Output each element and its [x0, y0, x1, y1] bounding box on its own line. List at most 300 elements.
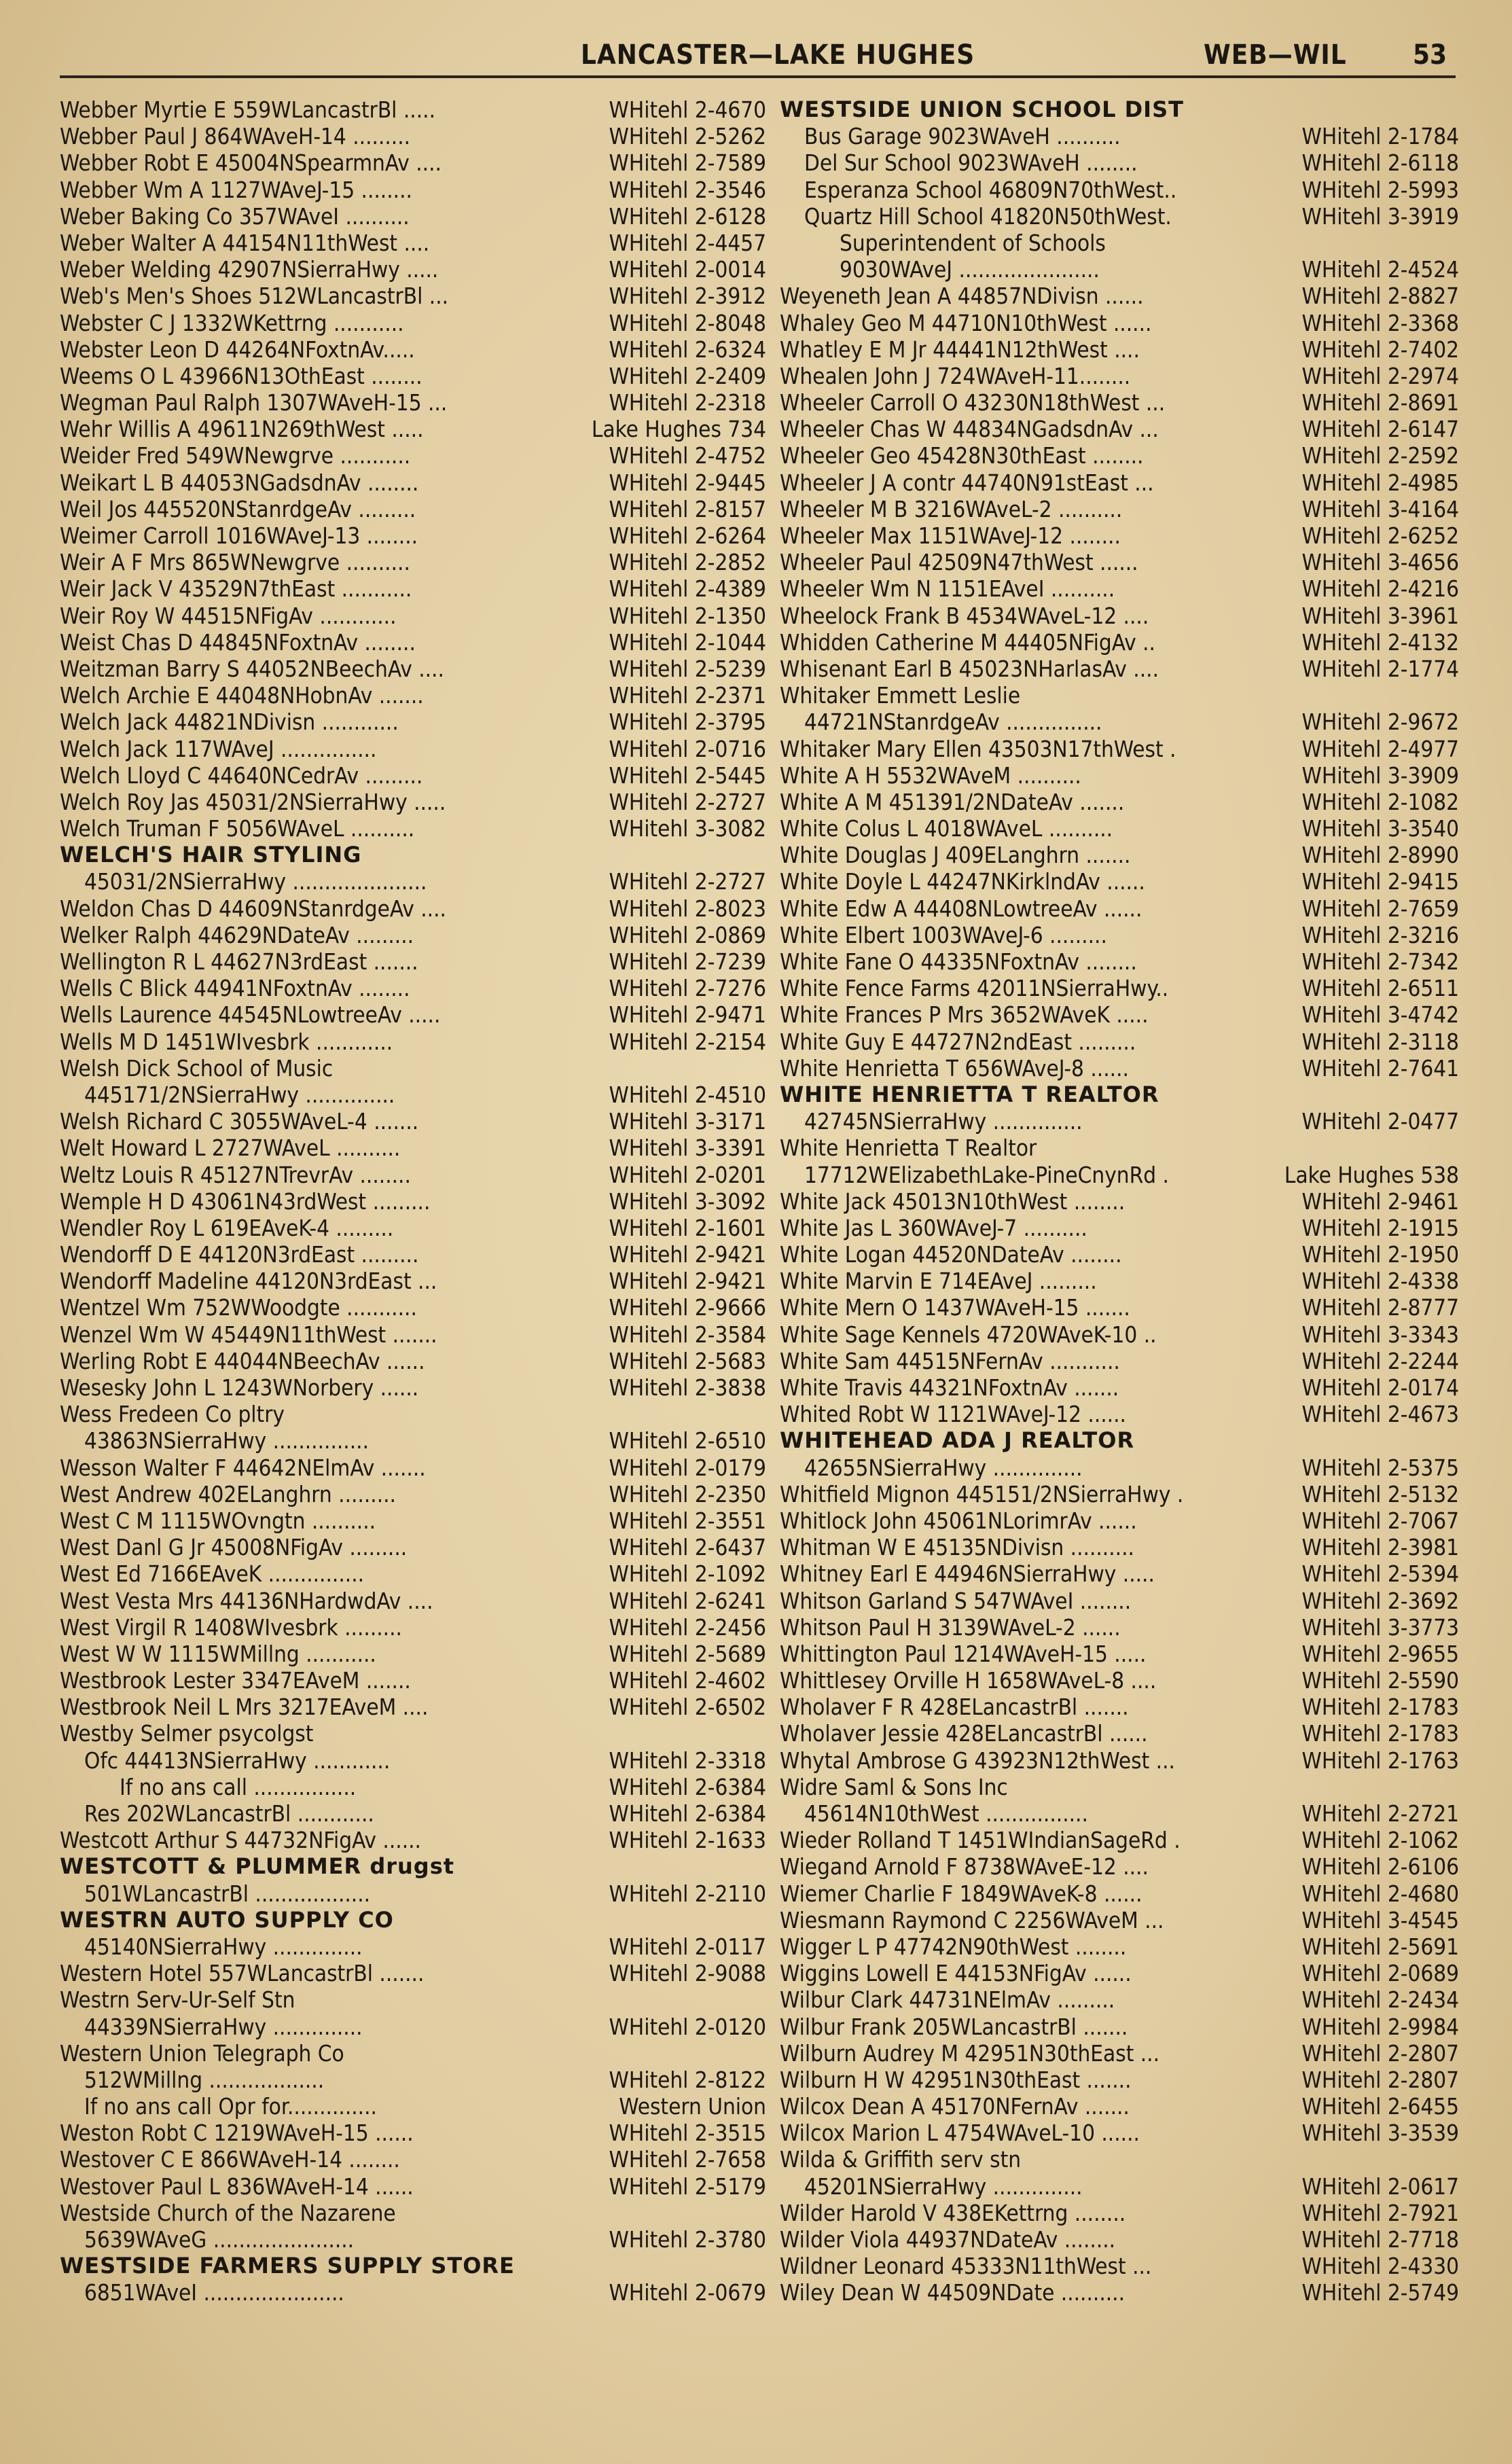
- listing-row: [780, 1667, 1459, 1694]
- listing-row: [780, 1162, 1459, 1188]
- listing-phone: WHitehl 2-8990: [1301, 842, 1459, 869]
- listing-phone: WHitehl 2-4510: [609, 1081, 766, 1108]
- listing-name: Western Hotel 557WLancastrBl .......: [60, 1960, 425, 1987]
- listing-name: Wendorff Madeline 44120N3rdEast ...: [60, 1268, 437, 1295]
- listing-phone: WHitehl 2-8827: [1301, 283, 1459, 310]
- listing-name: White Logan 44520NDateAv ........: [780, 1241, 1122, 1268]
- listing-phone: WHitehl 2-6510: [609, 1427, 766, 1454]
- listing-name: Wieder Rolland T 1451WIndianSageRd .: [780, 1827, 1181, 1854]
- listing-phone: WHitehl 2-3692: [1301, 1587, 1459, 1614]
- listing-name: White Doyle L 44247NKirklndAv ......: [780, 868, 1145, 895]
- listing-row: [60, 1747, 766, 1774]
- listing-name: Wigger L P 47742N90thWest ........: [780, 1933, 1127, 1960]
- listing-phone: WHitehl 2-5375: [1301, 1454, 1459, 1481]
- listing-row: [60, 2146, 766, 2173]
- listing-name: 9030WAveJ ......................: [840, 256, 1100, 283]
- listing-phone: WHitehl 2-9421: [609, 1268, 766, 1295]
- listing-row: [60, 1082, 766, 1108]
- listing-row: [60, 96, 766, 123]
- listing-row: [780, 1694, 1459, 1720]
- listing-phone: WHitehl 2-1783: [1301, 1694, 1459, 1721]
- listing-phone: WHitehl 2-5689: [609, 1640, 766, 1667]
- listing-phone: WHitehl 2-4216: [1301, 575, 1459, 603]
- listing-name: White Sage Kennels 4720WAveK-10 ..: [780, 1321, 1157, 1348]
- listing-name: 45140NSierraHwy ..............: [84, 1933, 363, 1960]
- listing-row: [60, 522, 766, 549]
- listing-row: [60, 1960, 766, 1986]
- listing-row: [60, 2253, 766, 2279]
- listing-name: White Jack 45013N10thWest ........: [780, 1188, 1126, 1215]
- listing-name: Wiegand Arnold F 8738WAveE-12 ....: [780, 1853, 1149, 1880]
- listing-name: Wells C Blick 44941NFoxtnAv ........: [60, 975, 410, 1002]
- listing-name: If no ans call Opr for..............: [84, 2093, 377, 2120]
- listing-row: [780, 123, 1459, 149]
- listing-name: Weltz Louis R 45127NTrevrAv ........: [60, 1161, 411, 1188]
- listing-row: [60, 363, 766, 389]
- listing-row: [60, 1427, 766, 1454]
- listing-name: WHITEHEAD ADA J REALTOR: [780, 1427, 1135, 1454]
- listing-row: [60, 842, 766, 868]
- listing-phone: WHitehl 2-6324: [609, 336, 766, 363]
- listing-row: [780, 656, 1459, 682]
- page-number: 53: [1413, 39, 1447, 71]
- listing-row: [60, 416, 766, 442]
- listing-row: [60, 283, 766, 309]
- listing-name: Wesesky John L 1243WNorbery ......: [60, 1374, 419, 1401]
- listing-name: West Vesta Mrs 44136NHardwdAv ....: [60, 1587, 433, 1614]
- listing-name: White Guy E 44727N2ndEast .........: [780, 1028, 1136, 1055]
- listing-name: Wilbur Frank 205WLancastrBl .......: [780, 2013, 1128, 2040]
- listing-row: [780, 1454, 1459, 1481]
- listing-row: [60, 336, 766, 363]
- listing-name: Welch Archie E 44048NHobnAv .......: [60, 682, 424, 709]
- listing-phone: WHitehl 2-4338: [1301, 1268, 1459, 1295]
- listing-name: Wentzel Wm 752WWoodgte ...........: [60, 1294, 417, 1321]
- listing-name: 6851WAveI ......................: [84, 2279, 344, 2306]
- listing-name: WESTCOTT & PLUMMER drugst: [60, 1853, 455, 1880]
- listing-row: [780, 2040, 1459, 2067]
- listing-phone: WHitehl 2-5683: [609, 1347, 766, 1374]
- listing-row: [780, 2200, 1459, 2226]
- listing-name: Wilbur Clark 44731NElmAv .........: [780, 1986, 1115, 2014]
- listing-name: Welch Jack 117WAveJ ...............: [60, 735, 377, 762]
- listing-name: Wegman Paul Ralph 1307WAveH-15 ...: [60, 389, 448, 416]
- listing-phone: WHitehl 3-4656: [1301, 549, 1459, 576]
- listing-phone: WHitehl 2-9471: [609, 1001, 766, 1029]
- listing-name: Westbrook Lester 3347EAveM .......: [60, 1667, 411, 1694]
- listing-row: [780, 1907, 1459, 1933]
- listing-name: Wiley Dean W 44509NDate ..........: [780, 2279, 1126, 2306]
- listing-phone: WHitehl 2-2807: [1301, 2039, 1459, 2067]
- listing-name: 45201NSierraHwy ..............: [804, 2173, 1083, 2200]
- listing-name: Wells Laurence 44545NLowtreeAv .....: [60, 1001, 441, 1029]
- listing-name: Weber Walter A 44154N11thWest ....: [60, 229, 430, 256]
- listing-name: Welsh Dick School of Music: [60, 1054, 334, 1082]
- listing-phone: WHitehl 2-6252: [1301, 522, 1459, 549]
- listing-row: [60, 1800, 766, 1827]
- listing-row: [60, 2226, 766, 2253]
- listing-row: [780, 2146, 1459, 2173]
- listing-phone: WHitehl 2-3318: [609, 1747, 766, 1774]
- listing-phone: WHitehl 2-9672: [1301, 709, 1459, 736]
- listing-phone: WHitehl 2-1774: [1301, 655, 1459, 682]
- listing-name: Whitney Earl E 44946NSierraHwy .....: [780, 1560, 1155, 1588]
- listing-name: Wheeler J A contr 44740N91stEast ...: [780, 469, 1154, 496]
- listing-phone: WHitehl 2-2434: [1301, 1986, 1459, 2014]
- listing-phone: WHitehl 2-2807: [1301, 2066, 1459, 2093]
- listing-phone: WHitehl 3-3092: [609, 1188, 766, 1215]
- listing-phone: WHitehl 2-6147: [1301, 416, 1459, 443]
- listing-phone: WHitehl 2-1044: [609, 628, 766, 656]
- listing-phone: WHitehl 2-1633: [609, 1827, 766, 1854]
- listing-name: Wheeler M B 3216WAveL-2 ..........: [780, 495, 1123, 522]
- listing-phone: WHitehl 2-0179: [609, 1454, 766, 1481]
- listing-row: [780, 575, 1459, 602]
- listing-name: 42745NSierraHwy ..............: [804, 1108, 1083, 1135]
- listing-phone: WHitehl 2-0174: [1301, 1374, 1459, 1401]
- listing-phone: WHitehl 2-4752: [609, 442, 766, 469]
- listing-row: [780, 895, 1459, 922]
- listing-row: [60, 895, 766, 922]
- listing-name: Wilder Harold V 438EKettrng ........: [780, 2199, 1126, 2226]
- listing-name: Wildner Leonard 45333N11thWest ...: [780, 2253, 1152, 2280]
- listing-phone: Lake Hughes 538: [1284, 1161, 1459, 1188]
- listing-name: Whitson Paul H 3139WAveL-2 ......: [780, 1613, 1121, 1641]
- listing-name: Wholaver F R 428ELancastrBl .......: [780, 1694, 1129, 1721]
- listing-phone: Lake Hughes 734: [591, 416, 766, 443]
- listing-name: Whidden Catherine M 44405NFigAv ..: [780, 628, 1155, 656]
- listing-row: [60, 469, 766, 496]
- listing-row: [780, 815, 1459, 842]
- listing-phone: WHitehl 2-2721: [1301, 1800, 1459, 1827]
- listing-phone: WHitehl 2-3216: [1301, 921, 1459, 948]
- listing-name: Wesson Walter F 44642NElmAv .......: [60, 1454, 426, 1481]
- listing-row: [60, 1880, 766, 1907]
- listing-name: Webber Robt E 45004NSpearmnAv ....: [60, 149, 442, 177]
- listing-phone: WHitehl 2-9666: [609, 1294, 766, 1321]
- listing-row: [60, 948, 766, 975]
- listing-row: [60, 496, 766, 522]
- listing-phone: WHitehl 2-5749: [1301, 2279, 1459, 2306]
- listing-name: White Marvin E 714EAveJ .........: [780, 1268, 1097, 1295]
- listing-name: Res 202WLancastrBl ............: [84, 1800, 374, 1827]
- listing-name: Webber Paul J 864WAveH-14 .........: [60, 123, 411, 150]
- page-header: [0, 39, 1512, 80]
- listing-name: Wiggins Lowell E 44153NFigAv ......: [780, 1960, 1132, 1987]
- listing-row: [60, 709, 766, 735]
- listing-phone: WHitehl 2-3838: [609, 1374, 766, 1401]
- listing-name: 17712WElizabethLake-PineCnynRd .: [804, 1161, 1169, 1188]
- listing-phone: WHitehl 2-9984: [1301, 2013, 1459, 2040]
- listing-phone: WHitehl 2-1082: [1301, 788, 1459, 815]
- listing-row: [780, 1960, 1459, 1986]
- listing-row: [60, 1986, 766, 2013]
- listing-name: Webster Leon D 44264NFoxtnAv.....: [60, 336, 415, 363]
- listing-phone: WHitehl 2-5993: [1301, 176, 1459, 203]
- listing-row: [60, 1774, 766, 1800]
- listing-phone: WHitehl 3-3082: [609, 815, 766, 842]
- listing-phone: WHitehl 2-4602: [609, 1667, 766, 1694]
- listing-phone: WHitehl 3-4164: [1301, 495, 1459, 522]
- listing-name: Webster C J 1332WKettrng ...........: [60, 309, 404, 336]
- listing-phone: WHitehl 2-8157: [609, 495, 766, 522]
- listing-row: [780, 2067, 1459, 2093]
- listing-name: WHITE HENRIETTA T REALTOR: [780, 1081, 1159, 1107]
- listing-row: [780, 603, 1459, 629]
- listing-phone: WHitehl 2-2974: [1301, 362, 1459, 389]
- listing-row: [780, 1986, 1459, 2013]
- listing-name: Weyeneth Jean A 44857NDivisn ......: [780, 283, 1144, 310]
- listing-name: White Fence Farms 42011NSierraHwy..: [780, 975, 1169, 1002]
- listing-row: [60, 149, 766, 176]
- listing-row: [60, 1534, 766, 1560]
- header-range: WEB—WIL: [1204, 39, 1347, 71]
- listing-row: [780, 1401, 1459, 1427]
- listing-name: White Henrietta T Realtor: [780, 1135, 1037, 1162]
- listing-row: [780, 2093, 1459, 2120]
- listing-phone: WHitehl 3-4545: [1301, 1906, 1459, 1933]
- listing-phone: WHitehl 2-9421: [609, 1241, 766, 1268]
- listing-row: [780, 1029, 1459, 1055]
- listing-name: Del Sur School 9023WAveH ........: [804, 149, 1138, 177]
- listing-name: Wheeler Geo 45428N30thEast ........: [780, 442, 1144, 469]
- listing-name: White Elbert 1003WAveJ-6 .........: [780, 921, 1107, 948]
- listing-name: Westside Church of the Nazarene: [60, 2199, 396, 2226]
- listing-name: White Frances P Mrs 3652WAveK .....: [780, 1001, 1149, 1029]
- listing-phone: WHitehl 2-6511: [1301, 975, 1459, 1002]
- listing-phone: WHitehl 2-0689: [1301, 1960, 1459, 1987]
- listing-row: [780, 522, 1459, 549]
- listing-name: Whittlesey Orville H 1658WAveL-8 ....: [780, 1667, 1157, 1694]
- listing-row: [60, 1241, 766, 1268]
- listing-name: 45614N10thWest ................: [804, 1800, 1088, 1827]
- listing-name: Welch Lloyd C 44640NCedrAv .........: [60, 762, 423, 789]
- listing-name: Whitlock John 45061NLorimrAv ......: [780, 1507, 1137, 1534]
- listing-phone: WHitehl 2-2244: [1301, 1347, 1459, 1374]
- listing-name: Wheeler Chas W 44834NGadsdnAv ...: [780, 416, 1159, 443]
- listing-name: White Travis 44321NFoxtnAv .......: [780, 1374, 1119, 1401]
- listing-name: Whitson Garland S 547WAveI ........: [780, 1587, 1132, 1614]
- listing-row: [780, 629, 1459, 656]
- listing-name: Weir A F Mrs 865WNewgrve ..........: [60, 549, 410, 576]
- listing-phone: WHitehl 2-7659: [1301, 895, 1459, 922]
- listing-row: [60, 575, 766, 602]
- listing-name: Welch Truman F 5056WAveL ..........: [60, 815, 415, 842]
- listing-row: [780, 2226, 1459, 2253]
- listing-name: West Ed 7166EAveK ...............: [60, 1560, 365, 1588]
- listing-row: [60, 1321, 766, 1348]
- listing-name: Weber Welding 42907NSierraHwy .....: [60, 256, 439, 283]
- listing-phone: WHitehl 2-1062: [1301, 1827, 1459, 1854]
- listing-phone: WHitehl 2-9461: [1301, 1188, 1459, 1215]
- listing-row: [780, 762, 1459, 789]
- listing-row: [60, 442, 766, 469]
- listing-phone: WHitehl 2-3584: [609, 1321, 766, 1348]
- header-rule: [60, 75, 1456, 78]
- listing-name: Wilburn H W 42951N30thEast .......: [780, 2066, 1132, 2093]
- listing-row: [780, 442, 1459, 469]
- listing-row: [60, 1853, 766, 1880]
- listing-name: Wess Fredeen Co pltry: [60, 1401, 285, 1428]
- listing-row: [60, 1694, 766, 1720]
- listing-row: [60, 230, 766, 256]
- listing-phone: WHitehl 2-0120: [609, 2013, 766, 2040]
- listing-row: [60, 789, 766, 815]
- listing-row: [780, 1507, 1459, 1534]
- listing-phone: WHitehl 3-4742: [1301, 1001, 1459, 1029]
- listing-phone: WHitehl 2-3912: [609, 283, 766, 310]
- listing-phone: WHitehl 2-2154: [609, 1028, 766, 1055]
- listing-phone: WHitehl 2-2456: [609, 1613, 766, 1641]
- listing-phone: WHitehl 2-5179: [609, 2173, 766, 2200]
- listing-name: Whisenant Earl B 45023NHarlasAv ....: [780, 655, 1159, 682]
- listing-row: [60, 815, 766, 842]
- listing-phone: WHitehl 2-7239: [609, 948, 766, 975]
- listing-row: [60, 1215, 766, 1241]
- listing-row: [780, 283, 1459, 309]
- listing-row: [780, 1082, 1459, 1108]
- listing-name: White Fane O 44335NFoxtnAv ........: [780, 948, 1137, 975]
- listing-row: [780, 2014, 1459, 2040]
- listing-row: [780, 948, 1459, 975]
- listing-phone: WHitehl 2-1915: [1301, 1214, 1459, 1241]
- listing-phone: WHitehl 2-9655: [1301, 1640, 1459, 1667]
- listing-row: [60, 1560, 766, 1587]
- listing-name: Westbrook Neil L Mrs 3217EAveM ....: [60, 1694, 429, 1721]
- listing-name: Whitaker Emmett Leslie: [780, 682, 1021, 709]
- listing-row: [780, 1880, 1459, 1907]
- listing-name: 42655NSierraHwy ..............: [804, 1454, 1083, 1481]
- listing-row: [780, 2279, 1459, 2306]
- listing-phone: WHitehl 2-0716: [609, 735, 766, 762]
- listing-name: Weston Robt C 1219WAveH-15 ......: [60, 2120, 414, 2147]
- listing-name: Wilburn Audrey M 42951N30thEast ...: [780, 2039, 1160, 2067]
- listing-name: Welch Jack 44821NDivisn ............: [60, 709, 399, 736]
- listing-row: [60, 1481, 766, 1507]
- listing-name: White Mern O 1437WAveH-15 .......: [780, 1294, 1130, 1321]
- listing-phone: WHitehl 2-1092: [609, 1560, 766, 1588]
- listing-phone: WHitehl 2-8691: [1301, 389, 1459, 416]
- listing-row: [780, 709, 1459, 735]
- listing-phone: WHitehl 2-8048: [609, 309, 766, 336]
- listing-row: [60, 1108, 766, 1135]
- listing-name: Weikart L B 44053NGadsdnAv ........: [60, 469, 419, 496]
- listing-row: [780, 549, 1459, 575]
- listing-name: Western Union Telegraph Co: [60, 2039, 344, 2067]
- listing-name: Westover C E 866WAveH-14 ........: [60, 2146, 400, 2173]
- listing-phone: WHitehl 3-3919: [1301, 202, 1459, 230]
- listing-phone: WHitehl 2-3546: [609, 176, 766, 203]
- listing-name: Wheeler Paul 42509N47thWest ......: [780, 549, 1138, 576]
- listing-phone: WHitehl 2-3795: [609, 709, 766, 736]
- listing-phone: WHitehl 3-3909: [1301, 762, 1459, 789]
- listing-phone: WHitehl 2-7276: [609, 975, 766, 1002]
- listing-phone: WHitehl 3-3773: [1301, 1613, 1459, 1641]
- listing-phone: WHitehl 2-4985: [1301, 469, 1459, 496]
- listing-name: Esperanza School 46809N70thWest..: [804, 176, 1177, 203]
- listing-row: [60, 1401, 766, 1427]
- listing-phone: WHitehl 2-7718: [1301, 2226, 1459, 2253]
- listing-name: Weist Chas D 44845NFoxtnAv ........: [60, 628, 416, 656]
- listing-row: [60, 736, 766, 762]
- listing-name: Superintendent of Schools: [840, 229, 1106, 256]
- listing-row: [780, 149, 1459, 176]
- listing-row: [780, 177, 1459, 203]
- listing-row: [60, 656, 766, 682]
- listing-row: [780, 1135, 1459, 1161]
- listing-name: Westcott Arthur S 44732NFigAv ......: [60, 1827, 421, 1854]
- listing-phone: WHitehl 2-6384: [609, 1800, 766, 1827]
- listing-name: Wiesmann Raymond C 2256WAveM ...: [780, 1906, 1164, 1933]
- listing-phone: WHitehl 2-1950: [1301, 1241, 1459, 1268]
- listing-name: Weitzman Barry S 44052NBeechAv ....: [60, 655, 444, 682]
- listing-row: [60, 1029, 766, 1055]
- listing-name: 43863NSierraHwy ...............: [84, 1427, 370, 1454]
- listing-row: [780, 1534, 1459, 1560]
- listing-row: [60, 1507, 766, 1534]
- listing-row: [780, 1720, 1459, 1747]
- listing-phone: WHitehl 2-5262: [609, 123, 766, 150]
- listing-phone: WHitehl 2-5239: [609, 655, 766, 682]
- listing-phone: WHitehl 2-3368: [1301, 309, 1459, 336]
- listing-row: [780, 1055, 1459, 1082]
- listing-phone: WHitehl 2-5691: [1301, 1933, 1459, 1960]
- listing-phone: WHitehl 2-3118: [1301, 1028, 1459, 1055]
- listing-name: Weir Roy W 44515NFigAv ............: [60, 602, 397, 629]
- listing-row: [60, 2120, 766, 2146]
- listing-phone: WHitehl 2-0117: [609, 1933, 766, 1960]
- listing-name: Wilcox Marion L 4754WAveL-10 ......: [780, 2120, 1140, 2147]
- listing-row: [780, 1800, 1459, 1827]
- listing-phone: WHitehl 2-6437: [609, 1534, 766, 1561]
- listing-name: Wendler Roy L 619EAveK-4 .........: [60, 1214, 394, 1241]
- listing-name: Welt Howard L 2727WAveL ..........: [60, 1135, 401, 1162]
- listing-name: WESTSIDE FARMERS SUPPLY STORE: [60, 2253, 515, 2279]
- listing-name: 44721NStanrdgeAv ...............: [804, 709, 1102, 736]
- listing-phone: WHitehl 2-7921: [1301, 2199, 1459, 2226]
- listing-phone: WHitehl 2-0679: [609, 2279, 766, 2306]
- listing-row: [780, 1588, 1459, 1614]
- listing-name: Welch Roy Jas 45031/2NSierraHwy .....: [60, 788, 446, 815]
- listing-row: [780, 1215, 1459, 1241]
- listing-row: [60, 2067, 766, 2093]
- listing-phone: WHitehl 2-7342: [1301, 948, 1459, 975]
- listing-row: [60, 2200, 766, 2226]
- listing-name: Wellington R L 44627N3rdEast .......: [60, 948, 418, 975]
- listing-row: [60, 868, 766, 895]
- listing-row: [60, 1162, 766, 1188]
- listing-phone: WHitehl 2-9445: [609, 469, 766, 496]
- listing-row: [60, 1720, 766, 1747]
- listing-name: West W W 1115WMillng ...........: [60, 1640, 376, 1667]
- listing-row: [780, 682, 1459, 709]
- listing-phone: WHitehl 2-6502: [609, 1694, 766, 1721]
- listing-row: [780, 1108, 1459, 1135]
- listing-name: Whittington Paul 1214WAveH-15 .....: [780, 1640, 1147, 1667]
- listing-phone: WHitehl 2-6455: [1301, 2093, 1459, 2120]
- listing-name: Wiemer Charlie F 1849WAveK-8 ......: [780, 1880, 1142, 1907]
- listing-name: Wheeler Max 1151WAveJ-12 ........: [780, 522, 1121, 549]
- listing-name: Westby Selmer psycolgst: [60, 1720, 314, 1747]
- listing-phone: WHitehl 2-9088: [609, 1960, 766, 1987]
- listing-row: [780, 2253, 1459, 2279]
- listing-row: [60, 2279, 766, 2306]
- listing-name: Westover Paul L 836WAveH-14 ......: [60, 2173, 414, 2200]
- listing-phone: WHitehl 2-1783: [1301, 1720, 1459, 1747]
- listing-phone: WHitehl 3-3539: [1301, 2120, 1459, 2147]
- listing-row: [780, 496, 1459, 522]
- listing-phone: WHitehl 2-4132: [1301, 628, 1459, 656]
